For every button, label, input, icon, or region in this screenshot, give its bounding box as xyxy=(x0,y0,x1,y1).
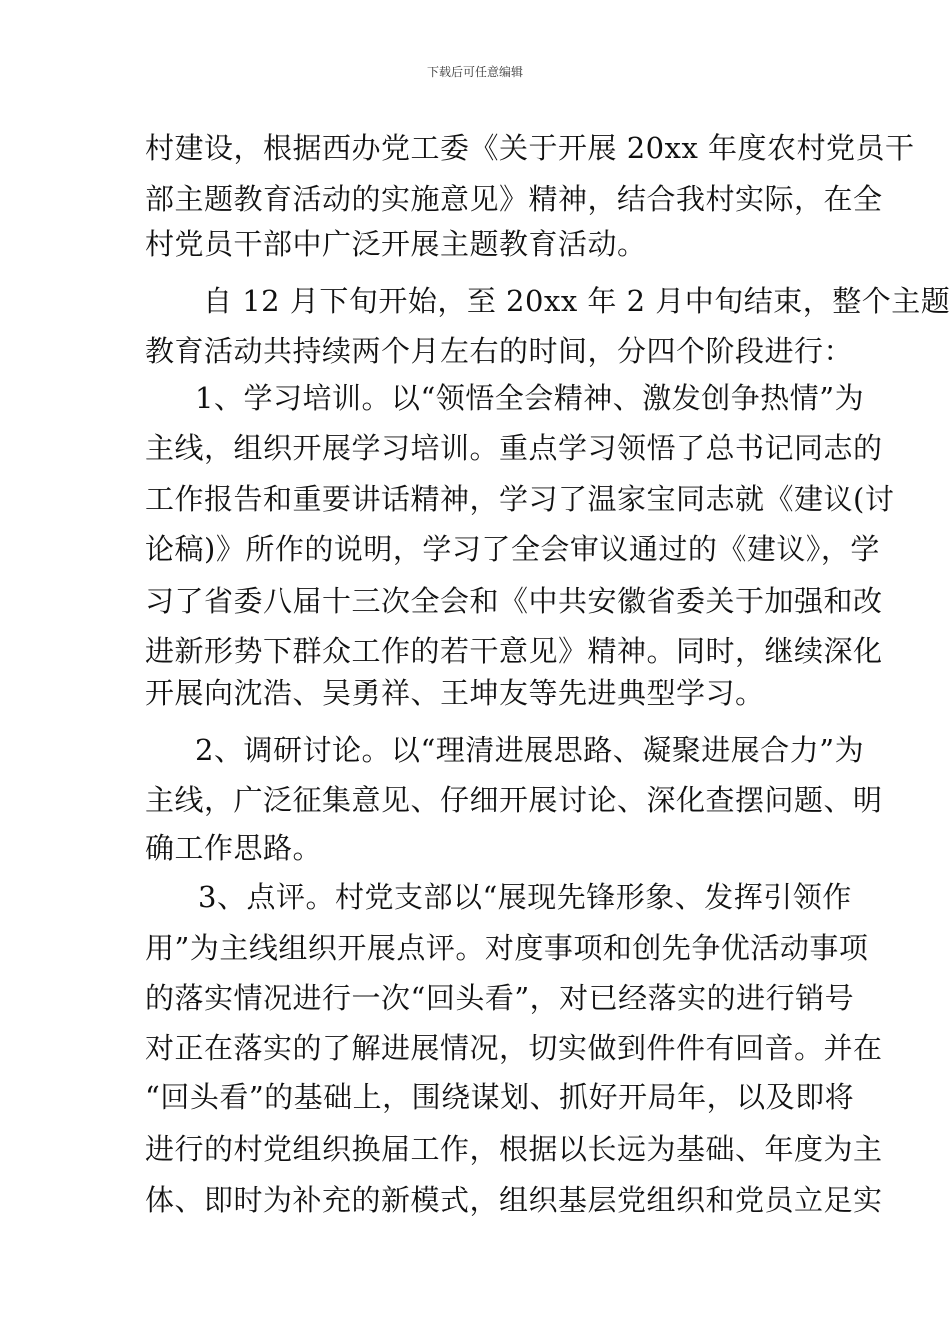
text-line: 村建设，根据西办党工委《关于开展 20xx 年度农村党员干 xyxy=(145,131,915,165)
text-line: 工作报告和重要讲话精神，学习了温家宝同志就《建议(讨 xyxy=(145,482,895,516)
header-note: 下载后可任意编辑 xyxy=(426,65,523,79)
text-line: 主线，广泛征集意见、仔细开展讨论、深化查摆问题、明 xyxy=(145,783,883,817)
text-line: 2、调研讨论。以“理清进展思路、凝聚进展合力”为 xyxy=(195,733,865,767)
text-line: 自 12 月下旬开始，至 20xx 年 2 月中旬结束，整个主题 xyxy=(203,284,950,318)
text-line: 的落实情况进行一次“回头看”，对已经落实的进行销号 xyxy=(145,981,855,1015)
text-line: 教育活动共持续两个月左右的时间，分四个阶段进行： xyxy=(145,334,854,368)
text-line: 习了省委八届十三次全会和《中共安徽省委关于加强和改 xyxy=(145,584,883,618)
text-line: 进新形势下群众工作的若干意见》精神。同时，继续深化 xyxy=(145,634,883,668)
text-line: 用”为主线组织开展点评。对度事项和创先争优活动事项 xyxy=(145,931,869,965)
text-line: 部主题教育活动的实施意见》精神，结合我村实际，在全 xyxy=(145,182,883,216)
text-line: 1、学习培训。以“领悟全会精神、激发创争热情”为 xyxy=(195,381,865,415)
text-line: 确工作思路。 xyxy=(145,831,323,865)
text-line: 进行的村党组织换届工作，根据以长远为基础、年度为主 xyxy=(145,1132,883,1166)
text-line: 对正在落实的了解进展情况，切实做到件件有回音。并在 xyxy=(145,1031,883,1065)
text-line: 论稿)》所作的说明，学习了全会审议通过的《建议》，学 xyxy=(145,532,880,566)
text-line: 开展向沈浩、吴勇祥、王坤友等先进典型学习。 xyxy=(145,676,765,710)
text-line: “回头看”的基础上，围绕谋划、抓好开局年，以及即将 xyxy=(145,1080,855,1114)
text-line: 主线，组织开展学习培训。重点学习领悟了总书记同志的 xyxy=(145,431,883,465)
text-line: 体、即时为补充的新模式，组织基层党组织和党员立足实 xyxy=(145,1183,883,1217)
text-line: 3、点评。村党支部以“展现先锋形象、发挥引领作 xyxy=(198,880,852,914)
text-line: 村党员干部中广泛开展主题教育活动。 xyxy=(145,227,647,261)
